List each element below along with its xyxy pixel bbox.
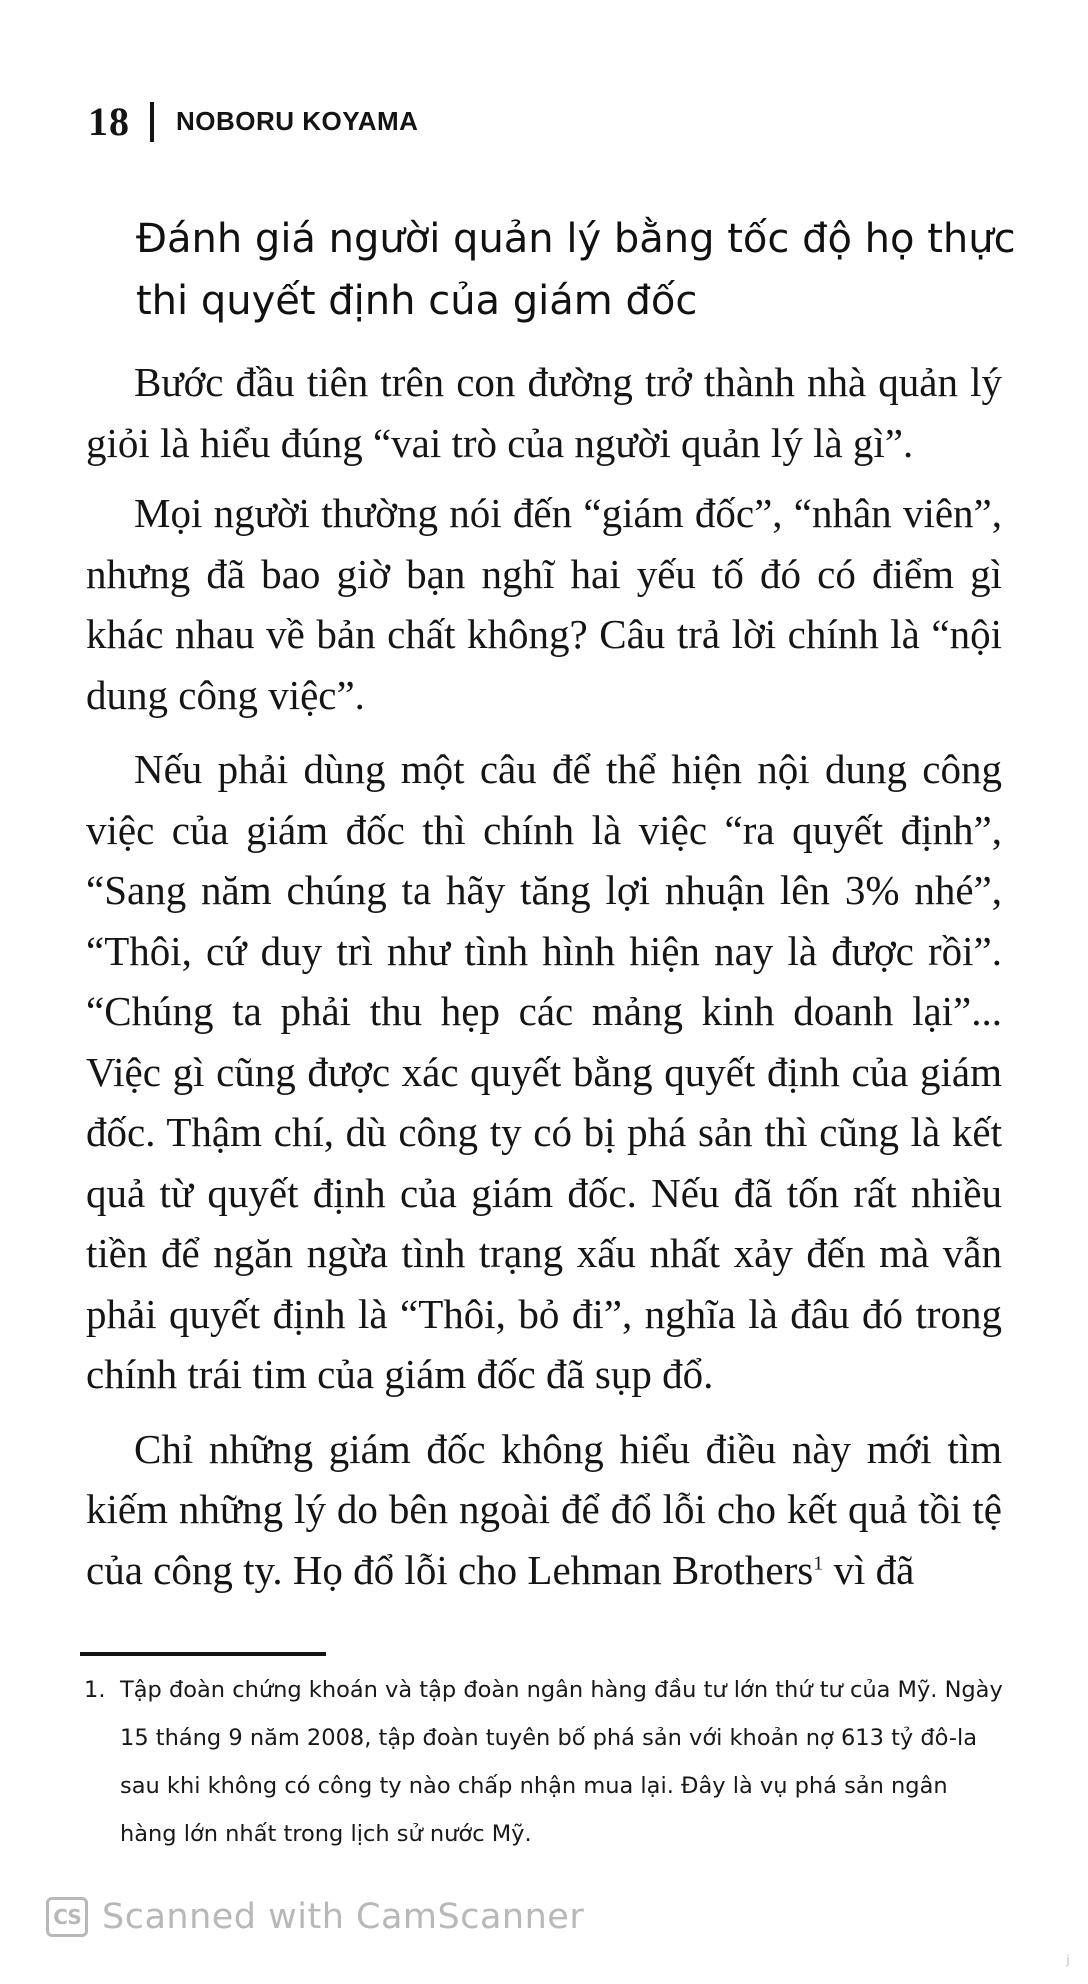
section-heading: Đánh giá người quản lý bằng tốc độ họ thực thi quyết định của giám đốc (136, 216, 1016, 324)
paragraph-1: Bước đầu tiên trên con đường trở thành nhà quản lý giỏi là hiểu đúng “vai trò của người quản lý là gì”. (86, 359, 1002, 466)
page-corner-mark-icon: ⱼ (1066, 1945, 1070, 1970)
footnote-number: 1. (84, 1677, 106, 1703)
watermark-text: Scanned with CamScanner (102, 1897, 585, 1937)
running-head-divider (150, 102, 154, 142)
paragraph-2: Mọi người thường nói đến “giám đốc”, “nhân viên”, nhưng đã bao giờ bạn nghĩ hai yếu tố đó có điểm gì khác nhau về bản chất không? Câu trả lời chính là “nội dung công việc”. (86, 490, 1002, 718)
body-text (86, 352, 1002, 1614)
footnote-divider (80, 1652, 326, 1656)
camscanner-watermark (46, 1897, 584, 1937)
author-name: NOBORU KOYAMA (176, 106, 419, 136)
footnote (84, 1666, 1004, 1858)
camscanner-logo-icon: CS (46, 1897, 88, 1937)
running-head (88, 98, 418, 145)
page-number: 18 (88, 99, 130, 144)
paragraph-3: Nếu phải dùng một câu để thể hiện nội dung công việc của giám đốc thì chính là việc “ra quyết định”, “Sang năm chúng ta hãy tăng lợi nhuận lên 3% nhé”, “Thôi, cứ duy trì như tình hình hiện nay là được rồi”. “Chúng ta phải thu hẹp các mảng kinh doanh lại”... Việc gì cũng được xác quyết bằng quyết định của giám đốc. Thậm chí, dù công ty có bị phá sản thì cũng là kết quả từ quyết định của giám đốc. Nếu đã tốn rất nhiều tiền để ngăn ngừa tình trạng xấu nhất xảy đến mà vẫn phải quyết định là “Thôi, bỏ đi”, nghĩa là đâu đó trong chính trái tim của giám đốc đã sụp đổ. (86, 746, 1002, 1397)
paragraph-4-tail: vì đã (823, 1546, 915, 1593)
paragraph-4-text: Chỉ những giám đốc không hiểu điều này mới tìm kiếm những lý do bên ngoài để đổ lỗi cho kết quả tồi tệ của công ty. Họ đổ lỗi cho Lehman Brothers (86, 1425, 1002, 1593)
paragraph-4 (86, 1419, 1002, 1601)
footnote-reference[interactable]: 1 (813, 1551, 824, 1574)
footnote-text: Tập đoàn chứng khoán và tập đoàn ngân hàng đầu tư lớn thứ tư của Mỹ. Ngày 15 tháng 9 năm 2008, tập đoàn tuyên bố phá sản với khoản nợ 613 tỷ đô-la sau khi không có công ty nào chấp nhận mua lại. Đây là vụ phá sản ngân hàng lớn nhất trong lịch sử nước Mỹ. (120, 1677, 1003, 1847)
